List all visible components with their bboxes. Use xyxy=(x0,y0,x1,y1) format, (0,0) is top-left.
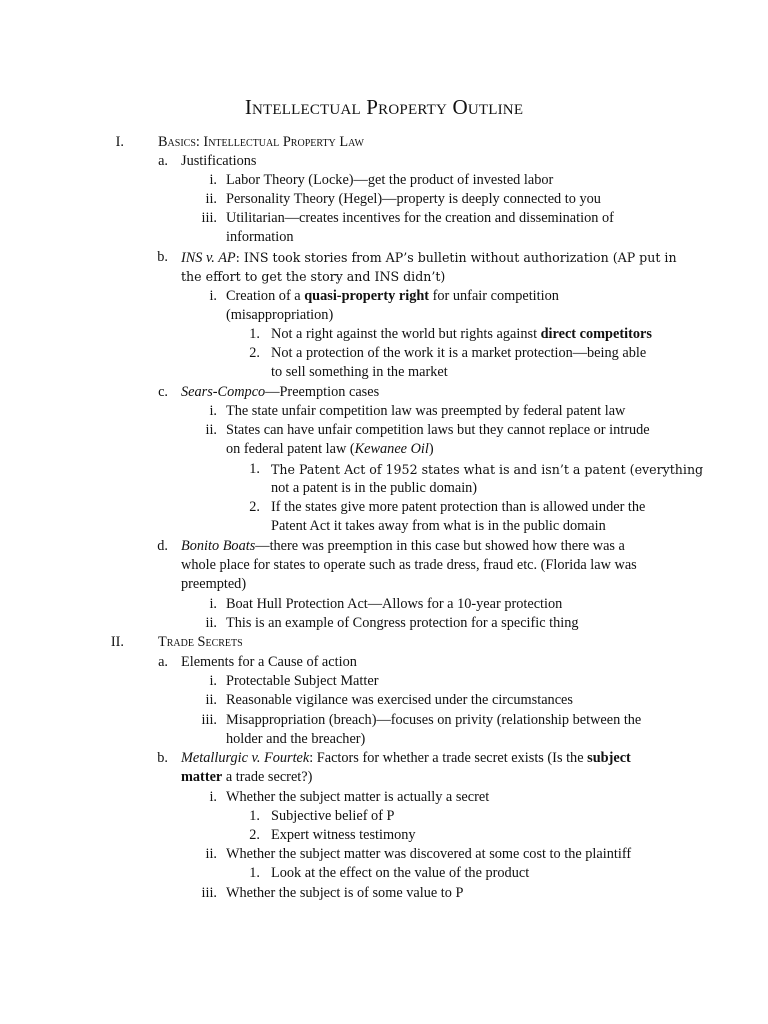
item-text: INS v. AP: INS took stories from AP’s bulletin without authorization (AP put in xyxy=(181,250,677,266)
section-numeral: I. xyxy=(115,134,124,150)
section-numeral: II. xyxy=(110,634,124,650)
subitem-text-continued: on federal patent law (Kewanee Oil) xyxy=(226,441,434,457)
subitem-text: Reasonable vigilance was exercised under the circumstances xyxy=(226,692,573,708)
subitem-marker: i. xyxy=(209,596,217,612)
subitem-marker: iii. xyxy=(201,885,217,901)
subitem-text-continued: holder and the breacher) xyxy=(226,731,366,747)
point-text-continued: not a patent is in the public domain) xyxy=(271,480,478,496)
subitem-marker: i. xyxy=(209,288,217,304)
item-text-continued: whole place for states to operate such as trade dress, fraud etc. (Florida law was xyxy=(181,557,637,573)
case-name: Kewanee Oil xyxy=(354,441,429,457)
subitem-text: States can have unfair competition laws but they cannot replace or intrude xyxy=(226,422,650,438)
subitem-marker: iii. xyxy=(201,210,217,226)
item-text: Bonito Boats—there was preemption in this case but showed how there was a xyxy=(181,538,625,554)
item-text: Justifications xyxy=(181,153,257,169)
point-text-continued: to sell something in the market xyxy=(271,364,448,380)
subitem-marker: ii. xyxy=(205,422,217,438)
item-text: Sears-Compco—Preemption cases xyxy=(181,384,380,400)
subitem-marker: iii. xyxy=(201,712,217,728)
item-marker: b. xyxy=(157,750,168,766)
section-heading: Basics: Intellectual Property Law xyxy=(158,134,364,150)
point-marker: 2. xyxy=(249,827,260,843)
subitem-text: Boat Hull Protection Act—Allows for a 10-year protection xyxy=(226,596,563,612)
item-marker: a. xyxy=(158,153,168,169)
subitem-text: Protectable Subject Matter xyxy=(226,673,379,689)
subitem-text: Whether the subject matter is actually a secret xyxy=(226,789,490,805)
point-marker: 1. xyxy=(249,865,260,881)
point-marker: 1. xyxy=(249,326,260,342)
point-text: If the states give more patent protection than is allowed under the xyxy=(271,499,646,515)
point-marker: 2. xyxy=(249,345,260,361)
subitem-text: Utilitarian—creates incentives for the creation and dissemination of xyxy=(226,210,614,226)
point-marker: 1. xyxy=(249,808,260,824)
case-name: INS v. AP xyxy=(181,250,236,266)
point-text: Not a protection of the work it is a market protection—being able xyxy=(271,345,647,361)
point-marker: 1. xyxy=(249,461,260,477)
emphasis: quasi-property right xyxy=(304,288,430,304)
point-text-continued: Patent Act it takes away from what is in the public domain xyxy=(271,518,606,534)
subitem-marker: i. xyxy=(209,172,217,188)
subitem-text-continued: information xyxy=(226,229,294,245)
subitem-marker: ii. xyxy=(205,191,217,207)
subitem-text-continued: (misappropriation) xyxy=(226,307,334,323)
point-text: The Patent Act of 1952 states what is and isn’t a patent (everything xyxy=(271,462,704,477)
item-marker: d. xyxy=(157,538,168,554)
subitem-marker: i. xyxy=(209,789,217,805)
point-marker: 2. xyxy=(249,499,260,515)
subitem-marker: ii. xyxy=(205,692,217,708)
subitem-text: Personality Theory (Hegel)—property is deeply connected to you xyxy=(226,191,601,207)
item-text: Elements for a Cause of action xyxy=(181,654,357,670)
subitem-marker: ii. xyxy=(205,846,217,862)
point-text: Look at the effect on the value of the product xyxy=(271,865,530,881)
case-name: Sears-Compco xyxy=(181,384,266,400)
subitem-marker: ii. xyxy=(205,615,217,631)
point-text: Expert witness testimony xyxy=(271,827,416,843)
subitem-text: Misappropriation (breach)—focuses on privity (relationship between the xyxy=(226,712,642,728)
subitem-text: Labor Theory (Locke)—get the product of invested labor xyxy=(226,172,554,188)
subitem-marker: i. xyxy=(209,673,217,689)
item-text-continued: preempted) xyxy=(181,576,247,592)
subitem-text: Creation of a quasi-property right for unfair competition xyxy=(226,288,559,304)
item-text-continued: the effort to get the story and INS didn’t) xyxy=(181,269,446,284)
emphasis: direct competitors xyxy=(540,326,652,342)
emphasis: subject xyxy=(587,750,631,766)
item-marker: b. xyxy=(157,249,168,265)
subitem-text: Whether the subject matter was discovered at some cost to the plaintiff xyxy=(226,846,632,862)
subitem-text: The state unfair competition law was preempted by federal patent law xyxy=(226,403,626,419)
point-text: Subjective belief of P xyxy=(271,808,395,824)
emphasis: matter xyxy=(181,769,223,785)
item-marker: c. xyxy=(158,384,168,400)
subitem-marker: i. xyxy=(209,403,217,419)
page-title: Intellectual Property Outline xyxy=(244,95,524,119)
item-text-continued: matter a trade secret?) xyxy=(181,769,313,785)
point-text: Not a right against the world but rights against direct competitors xyxy=(271,326,652,342)
section-heading: Trade Secrets xyxy=(158,634,243,650)
item-marker: a. xyxy=(158,654,168,670)
subitem-text: This is an example of Congress protection for a specific thing xyxy=(226,615,579,631)
case-name: Bonito Boats xyxy=(181,538,256,554)
subitem-text: Whether the subject is of some value to P xyxy=(226,885,464,901)
item-text: Metallurgic v. Fourtek: Factors for whether a trade secret exists (Is the subject xyxy=(181,750,631,766)
case-name: Metallurgic v. Fourtek xyxy=(181,750,310,766)
